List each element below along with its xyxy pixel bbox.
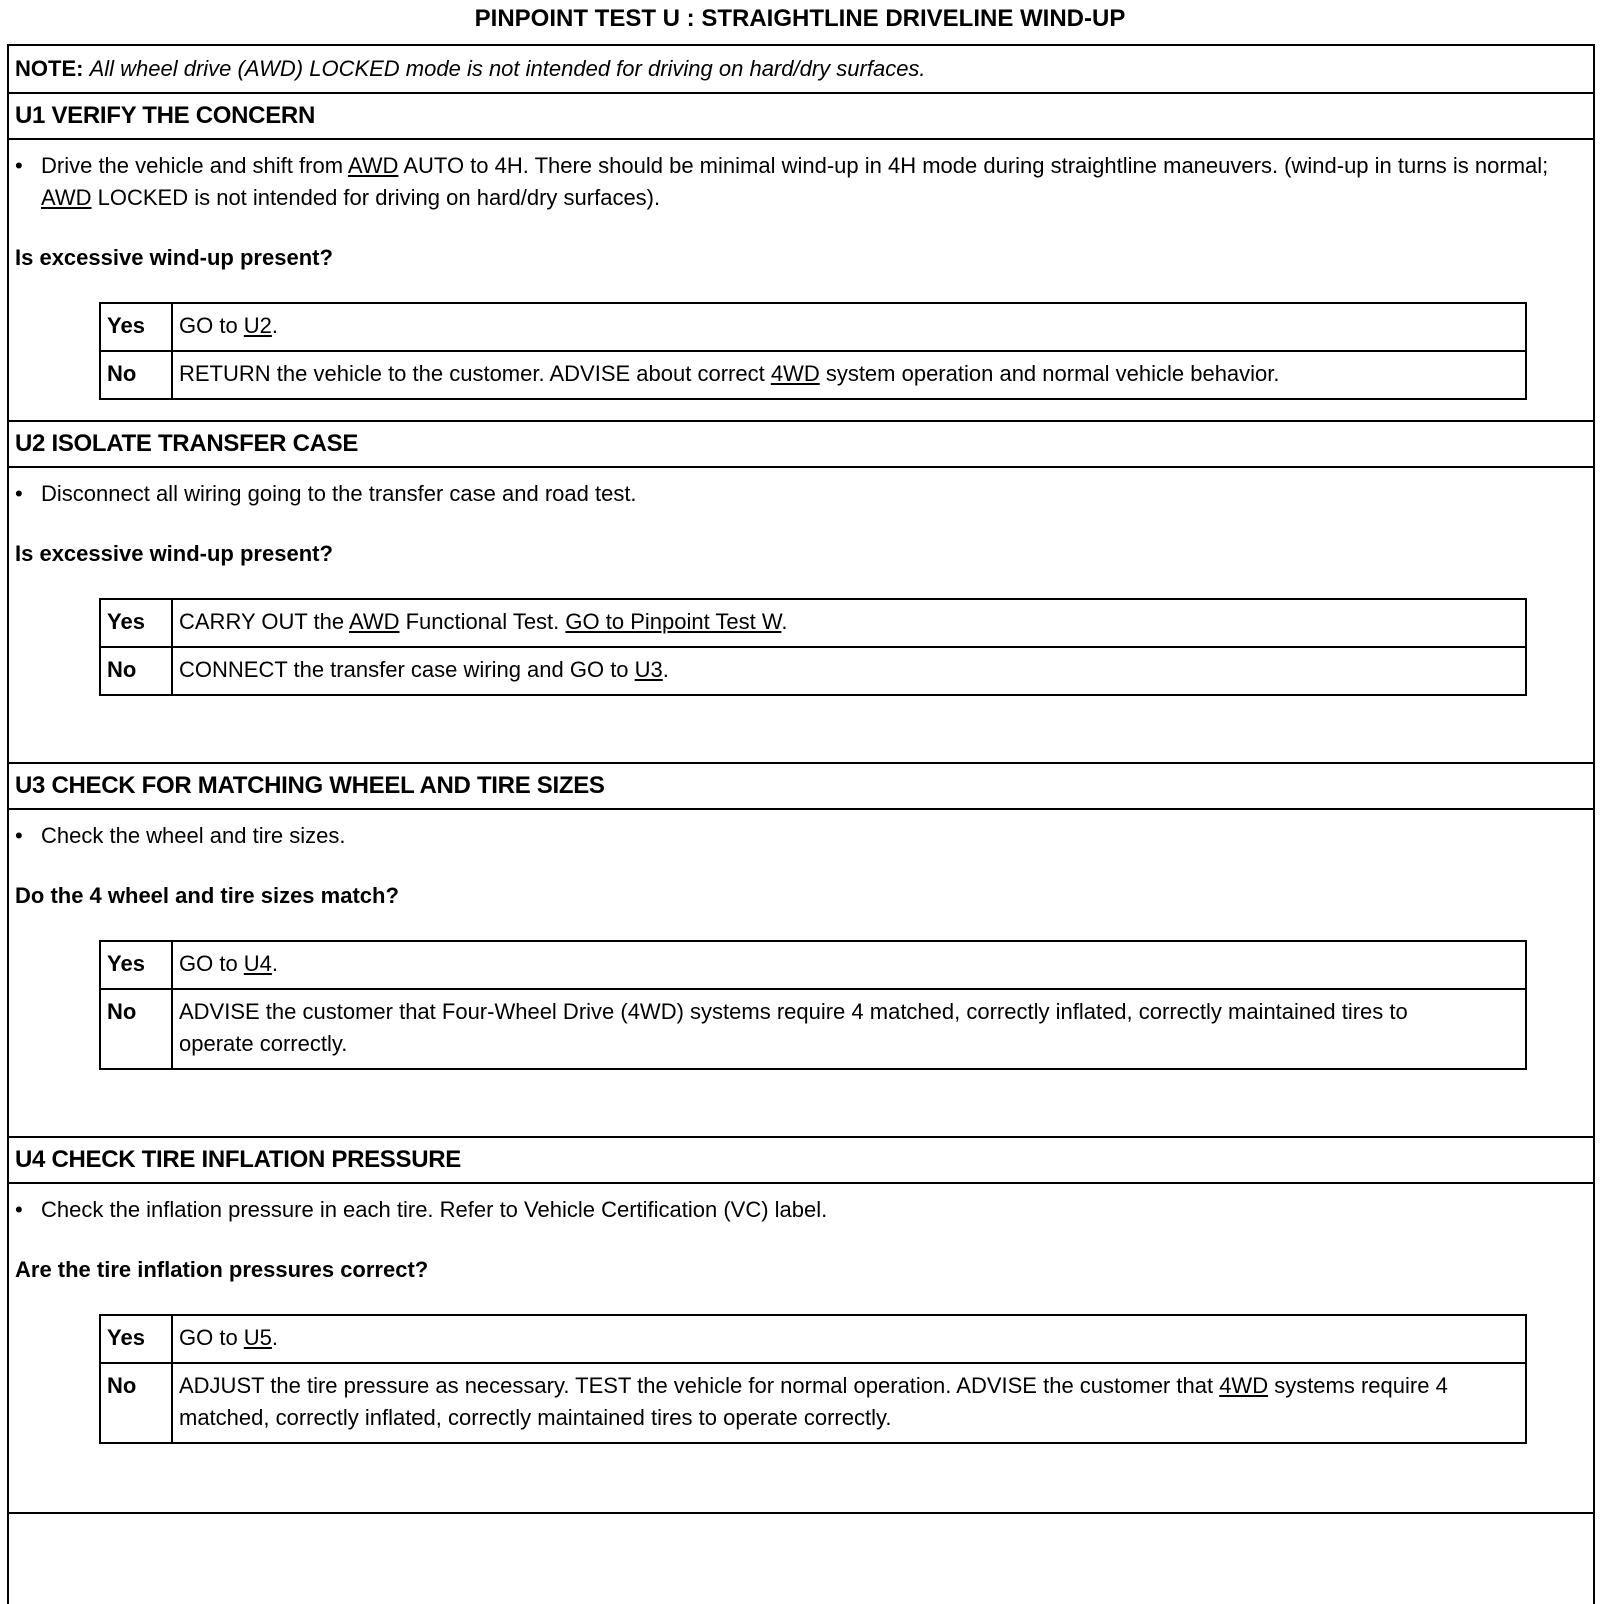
step-question: Do the 4 wheel and tire sizes match? bbox=[15, 883, 399, 908]
step-body bbox=[9, 140, 1593, 400]
bullet-icon: • bbox=[15, 153, 23, 178]
no-row bbox=[100, 647, 1526, 695]
no-action: RETURN the vehicle to the customer. ADVISE about correct 4WD system operation and normal vehicle behavior. bbox=[172, 351, 1526, 399]
result-table bbox=[99, 1314, 1527, 1444]
no-row bbox=[100, 351, 1526, 399]
no-label: No bbox=[100, 1363, 172, 1443]
yes-action: GO to U4. bbox=[172, 941, 1526, 989]
step-question: Is excessive wind-up present? bbox=[15, 541, 333, 566]
no-action: ADJUST the tire pressure as necessary. TEST the vehicle for normal operation. ADVISE the customer that 4WD systems require 4 matched, correctly inflated, correctly maintained tires to operate correctly. bbox=[172, 1363, 1526, 1443]
yes-label: Yes bbox=[100, 941, 172, 989]
step-header: U2 ISOLATE TRANSFER CASE bbox=[9, 422, 1593, 468]
no-action: ADVISE the customer that Four-Wheel Drive (4WD) systems require 4 matched, correctly inflated, correctly maintained tires to operate correctly. bbox=[172, 989, 1526, 1069]
goto-u2-link[interactable]: U2 bbox=[243, 313, 272, 338]
bullet-icon: • bbox=[15, 481, 23, 506]
goto-u4-link[interactable]: U4 bbox=[243, 951, 272, 976]
result-table bbox=[99, 598, 1527, 696]
no-label: No bbox=[100, 647, 172, 695]
yes-action: GO to U2. bbox=[172, 303, 1526, 351]
step-instruction: • Check the wheel and tire sizes. bbox=[15, 810, 1593, 852]
4wd-link[interactable]: 4WD bbox=[1219, 1373, 1269, 1398]
yes-action: CARRY OUT the AWD Functional Test. GO to Pinpoint Test W. bbox=[172, 599, 1526, 647]
yes-row bbox=[100, 303, 1526, 351]
pinpoint-test-table bbox=[7, 44, 1595, 1604]
note-text: All wheel drive (AWD) LOCKED mode is not intended for driving on hard/dry surfaces. bbox=[89, 56, 926, 81]
goto-u5-link[interactable]: U5 bbox=[243, 1325, 272, 1350]
no-row bbox=[100, 989, 1526, 1069]
yes-row bbox=[100, 599, 1526, 647]
step-header: U3 CHECK FOR MATCHING WHEEL AND TIRE SIZES bbox=[9, 764, 1593, 810]
no-row bbox=[100, 1363, 1526, 1443]
yes-row bbox=[100, 1315, 1526, 1363]
step-question: Are the tire inflation pressures correct? bbox=[15, 1257, 429, 1282]
step-u2 bbox=[9, 422, 1593, 764]
no-label: No bbox=[100, 989, 172, 1069]
step-instruction: • Check the inflation pressure in each tire. Refer to Vehicle Certification (VC) label. bbox=[15, 1184, 1593, 1226]
step-header: U4 CHECK TIRE INFLATION PRESSURE bbox=[9, 1138, 1593, 1184]
step-header: U1 VERIFY THE CONCERN bbox=[9, 94, 1593, 140]
result-table bbox=[99, 302, 1527, 400]
step-instruction: • Drive the vehicle and shift from AWD AUTO to 4H. There should be minimal wind-up in 4H mode during straightline maneuvers. (wind-up in turns is normal; AWD LOCKED is not intended for driving on hard/dry surfaces). bbox=[15, 140, 1593, 214]
page-title: PINPOINT TEST U : STRAIGHTLINE DRIVELINE WIND-UP bbox=[474, 5, 1126, 32]
note-label: NOTE: bbox=[15, 56, 84, 81]
step-question: Is excessive wind-up present? bbox=[15, 245, 333, 270]
4wd-link[interactable]: 4WD bbox=[770, 361, 820, 386]
result-table bbox=[99, 940, 1527, 1070]
step-u3 bbox=[9, 764, 1593, 1138]
step-u1 bbox=[9, 94, 1593, 422]
awd-link[interactable]: AWD bbox=[347, 153, 399, 178]
bullet-icon: • bbox=[15, 823, 23, 848]
awd-link[interactable]: AWD bbox=[41, 185, 92, 210]
goto-u3-link[interactable]: U3 bbox=[634, 657, 663, 682]
step-body bbox=[9, 810, 1593, 1070]
awd-link[interactable]: AWD bbox=[348, 609, 400, 634]
note-row bbox=[9, 46, 1593, 94]
step-body bbox=[9, 468, 1593, 696]
bullet-icon: • bbox=[15, 1197, 23, 1222]
no-action: CONNECT the transfer case wiring and GO to U3. bbox=[172, 647, 1526, 695]
step-instruction: • Disconnect all wiring going to the transfer case and road test. bbox=[15, 468, 1593, 510]
yes-row bbox=[100, 941, 1526, 989]
yes-action: GO to U5. bbox=[172, 1315, 1526, 1363]
step-u4 bbox=[9, 1138, 1593, 1514]
no-label: No bbox=[100, 351, 172, 399]
pinpoint-test-w-link[interactable]: GO to Pinpoint Test W bbox=[565, 609, 782, 634]
yes-label: Yes bbox=[100, 303, 172, 351]
yes-label: Yes bbox=[100, 599, 172, 647]
yes-label: Yes bbox=[100, 1315, 172, 1363]
step-body bbox=[9, 1184, 1593, 1444]
